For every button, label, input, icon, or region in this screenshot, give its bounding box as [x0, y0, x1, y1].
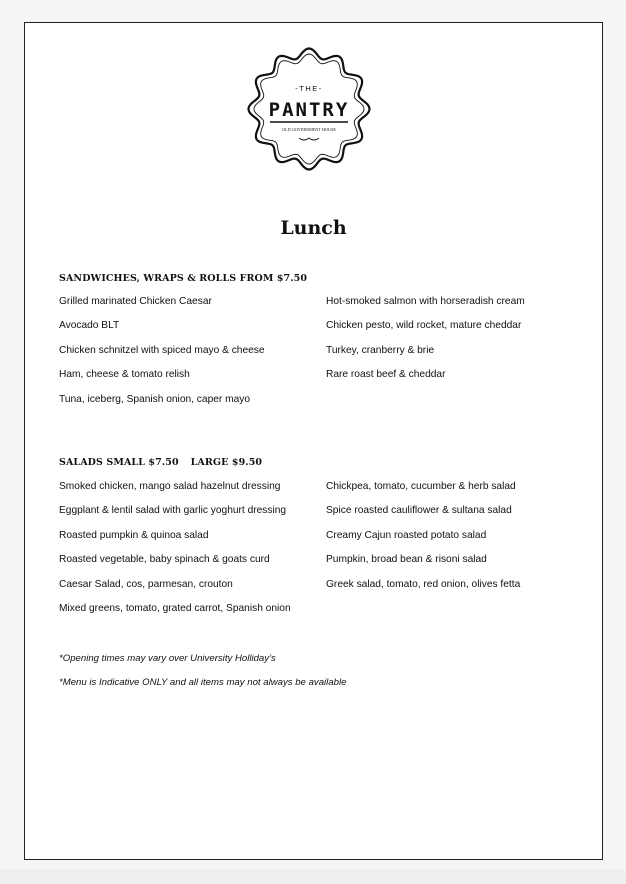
salad-item: Spice roasted cauliflower & sultana salad: [326, 505, 512, 516]
menu-disclaimer-note: *Menu is Indicative ONLY and all items may not always be available: [59, 677, 347, 688]
scalloped-badge: [245, 45, 373, 173]
menu-page: [24, 22, 603, 860]
sandwich-item: Avocado BLT: [59, 320, 120, 331]
sandwich-item: Hot-smoked salmon with horseradish cream: [326, 296, 525, 307]
salad-item: Roasted pumpkin & quinoa salad: [59, 530, 209, 541]
salad-item: Greek salad, tomato, red onion, olives fetta: [326, 579, 521, 590]
salads-large-price: LARGE $9.50: [190, 457, 263, 468]
sandwich-item: Tuna, iceberg, Spanish onion, caper mayo: [59, 394, 251, 405]
logo-the: -THE-: [295, 84, 323, 93]
salad-item: Smoked chicken, mango salad hazelnut dressing: [59, 481, 281, 492]
pantry-logo: [245, 45, 373, 173]
salad-item: Roasted vegetable, baby spinach & goats curd: [59, 554, 270, 565]
sandwiches-heading: SANDWICHES, WRAPS & ROLLS FROM $7.50: [59, 273, 308, 284]
salad-item: Eggplant & lentil salad with garlic yoghurt dressing: [59, 505, 287, 516]
page-title: Lunch: [280, 217, 347, 239]
logo-subtitle: OLD GOVERNMENT HOUSE: [282, 127, 336, 132]
sandwich-item: Grilled marinated Chicken Caesar: [59, 296, 212, 307]
sandwich-item: Ham, cheese & tomato relish: [59, 369, 190, 380]
salad-item: Chickpea, tomato, cucumber & herb salad: [326, 481, 516, 492]
sandwich-item: Chicken schnitzel with spiced mayo & cheese: [59, 345, 265, 356]
salads-heading: [59, 457, 262, 468]
salad-item: Mixed greens, tomato, grated carrot, Spanish onion: [59, 603, 291, 614]
opening-times-note: *Opening times may vary over University Holliday’s: [59, 653, 276, 664]
salad-item: Caesar Salad, cos, parmesan, crouton: [59, 579, 233, 590]
sandwich-item: Turkey, cranberry & brie: [326, 345, 435, 356]
page-bottom-strip: [0, 870, 626, 884]
salads-small-price: SALADS SMALL $7.50: [59, 457, 179, 468]
sandwich-item: Chicken pesto, wild rocket, mature cheddar: [326, 320, 522, 331]
logo-name: PANTRY: [268, 99, 350, 121]
salad-item: Pumpkin, broad bean & risoni salad: [326, 554, 487, 565]
salad-item: Creamy Cajun roasted potato salad: [326, 530, 487, 541]
sandwich-item: Rare roast beef & cheddar: [326, 369, 446, 380]
